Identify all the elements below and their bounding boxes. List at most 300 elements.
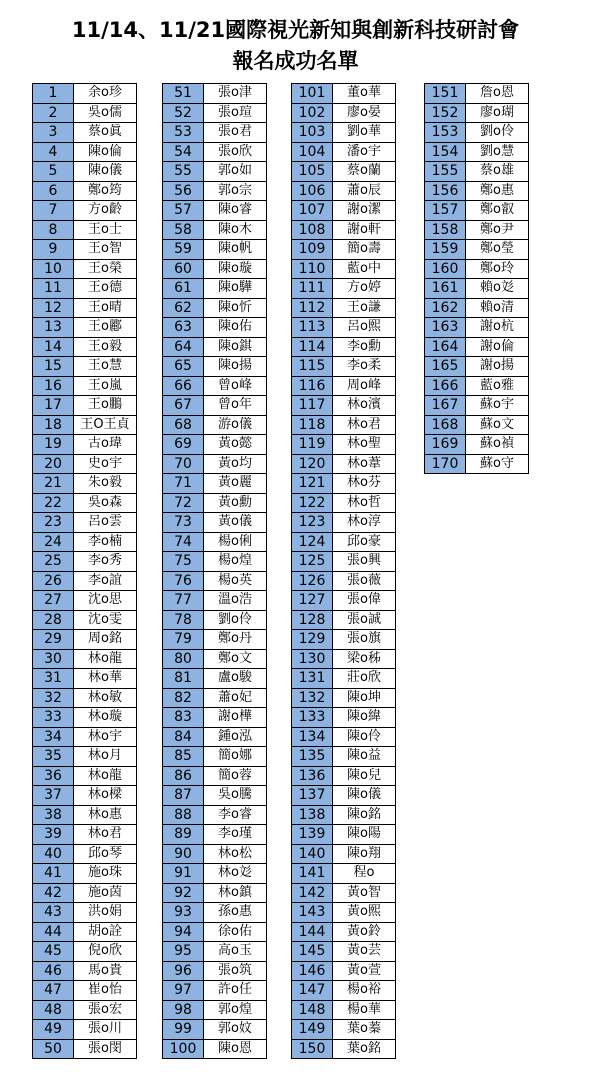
table-row: [33, 318, 137, 338]
table-row: [163, 883, 267, 903]
entry-name: 陳o錤: [204, 337, 267, 357]
table-row: [425, 376, 529, 396]
entry-name: 黃o芸: [333, 942, 396, 962]
entry-name: 倪o欣: [74, 942, 137, 962]
table-row: [163, 454, 267, 474]
entry-name: 林o華: [74, 669, 137, 689]
entry-name: 陳o忻: [204, 298, 267, 318]
table-row: [292, 454, 396, 474]
table-row: [33, 142, 137, 162]
table-row: [33, 571, 137, 591]
entry-number: 86: [163, 766, 204, 786]
table-row: [163, 786, 267, 806]
entry-number: 60: [163, 259, 204, 279]
table-row: [163, 201, 267, 221]
table-row: [163, 279, 267, 299]
entry-name: 簡o蓉: [204, 766, 267, 786]
table-row: [33, 981, 137, 1001]
table-row: [163, 84, 267, 104]
entry-number: 39: [33, 825, 74, 845]
entry-name: 施o茵: [74, 883, 137, 903]
entry-name: 黃o勳: [204, 493, 267, 513]
table-row: [33, 610, 137, 630]
entry-number: 57: [163, 201, 204, 221]
entry-number: 159: [425, 240, 466, 260]
entry-name: 李o勳: [333, 337, 396, 357]
roster-table-3: [291, 83, 396, 1059]
table-row: [163, 552, 267, 572]
entry-number: 144: [292, 922, 333, 942]
entry-number: 109: [292, 240, 333, 260]
table-row: [33, 708, 137, 728]
table-row: [33, 103, 137, 123]
table-row: [292, 727, 396, 747]
table-row: [292, 981, 396, 1001]
entry-name: 廖o瑚: [466, 103, 529, 123]
entry-number: 67: [163, 396, 204, 416]
entry-number: 6: [33, 181, 74, 201]
entry-name: 王O王貞: [74, 415, 137, 435]
entry-name: 許o任: [204, 981, 267, 1001]
table-row: [163, 1020, 267, 1040]
entry-name: 鄭o丹: [204, 630, 267, 650]
document-subtitle: 報名成功名單: [232, 49, 359, 73]
table-row: [425, 396, 529, 416]
entry-name: 簡o壽: [333, 240, 396, 260]
table-row: [163, 240, 267, 260]
table-row: [292, 630, 396, 650]
entry-number: 143: [292, 903, 333, 923]
entry-name: 蘇o禎: [466, 435, 529, 455]
roster-body: [425, 84, 529, 474]
entry-name: 陳o翔: [333, 844, 396, 864]
entry-number: 131: [292, 669, 333, 689]
roster-body: [163, 84, 267, 1059]
table-row: [163, 825, 267, 845]
entry-number: 110: [292, 259, 333, 279]
entry-number: 152: [425, 103, 466, 123]
entry-number: 170: [425, 454, 466, 474]
entry-number: 105: [292, 162, 333, 182]
entry-name: 林o樑: [74, 786, 137, 806]
entry-name: 楊o裕: [333, 981, 396, 1001]
entry-name: 鄭o文: [204, 649, 267, 669]
entry-name: 楊o俐: [204, 532, 267, 552]
table-row: [292, 1020, 396, 1040]
entry-name: 陳o緯: [333, 708, 396, 728]
table-row: [425, 259, 529, 279]
entry-name: 王o嵐: [74, 376, 137, 396]
entry-number: 148: [292, 1000, 333, 1020]
entry-number: 48: [33, 1000, 74, 1020]
table-row: [163, 610, 267, 630]
entry-number: 59: [163, 240, 204, 260]
table-row: [292, 688, 396, 708]
entry-name: 楊o煌: [204, 552, 267, 572]
table-row: [425, 103, 529, 123]
entry-name: 溫o浩: [204, 591, 267, 611]
entry-number: 9: [33, 240, 74, 260]
table-row: [33, 396, 137, 416]
entry-number: 102: [292, 103, 333, 123]
entry-name: 吳o騰: [204, 786, 267, 806]
entry-number: 115: [292, 357, 333, 377]
entry-number: 156: [425, 181, 466, 201]
entry-number: 93: [163, 903, 204, 923]
entry-number: 164: [425, 337, 466, 357]
entry-name: 林o松: [204, 844, 267, 864]
table-row: [163, 591, 267, 611]
table-row: [33, 435, 137, 455]
table-row: [33, 669, 137, 689]
entry-name: 洪o娟: [74, 903, 137, 923]
entry-number: 127: [292, 591, 333, 611]
entry-number: 150: [292, 1039, 333, 1059]
entry-number: 53: [163, 123, 204, 143]
entry-name: 施o珠: [74, 864, 137, 884]
table-row: [33, 552, 137, 572]
entry-name: 吳o森: [74, 493, 137, 513]
table-row: [163, 922, 267, 942]
table-row: [292, 864, 396, 884]
entry-name: 李o楠: [74, 532, 137, 552]
entry-number: 72: [163, 493, 204, 513]
table-row: [425, 357, 529, 377]
table-row: [292, 747, 396, 767]
entry-name: 邱o琴: [74, 844, 137, 864]
entry-number: 26: [33, 571, 74, 591]
entry-number: 134: [292, 727, 333, 747]
table-row: [292, 1039, 396, 1059]
entry-number: 87: [163, 786, 204, 806]
table-row: [425, 123, 529, 143]
entry-number: 157: [425, 201, 466, 221]
entry-name: 張o筑: [204, 961, 267, 981]
table-row: [425, 142, 529, 162]
table-row: [163, 864, 267, 884]
entry-number: 117: [292, 396, 333, 416]
entry-name: 陳o恩: [204, 1039, 267, 1059]
entry-number: 128: [292, 610, 333, 630]
table-row: [163, 337, 267, 357]
entry-number: 2: [33, 103, 74, 123]
entry-name: 王o酈: [74, 318, 137, 338]
entry-number: 101: [292, 84, 333, 104]
entry-number: 22: [33, 493, 74, 513]
table-row: [163, 942, 267, 962]
table-row: [292, 805, 396, 825]
entry-name: 蕭o辰: [333, 181, 396, 201]
table-row: [163, 981, 267, 1001]
entry-number: 17: [33, 396, 74, 416]
roster-table-4: [424, 83, 529, 474]
entry-number: 98: [163, 1000, 204, 1020]
table-row: [425, 279, 529, 299]
entry-name: 邱o豪: [333, 532, 396, 552]
table-row: [163, 688, 267, 708]
entry-number: 107: [292, 201, 333, 221]
table-row: [292, 103, 396, 123]
entry-name: 沈o雯: [74, 610, 137, 630]
entry-number: 154: [425, 142, 466, 162]
entry-number: 130: [292, 649, 333, 669]
table-row: [33, 786, 137, 806]
table-row: [292, 883, 396, 903]
roster-table-1: [32, 83, 137, 1059]
table-row: [292, 357, 396, 377]
entry-number: 79: [163, 630, 204, 650]
table-row: [33, 181, 137, 201]
table-row: [292, 961, 396, 981]
table-row: [292, 708, 396, 728]
table-row: [33, 415, 137, 435]
table-row: [292, 337, 396, 357]
entry-number: 141: [292, 864, 333, 884]
entry-name: 陳o儀: [74, 162, 137, 182]
table-row: [163, 474, 267, 494]
entry-name: 陳o木: [204, 220, 267, 240]
entry-name: 郭o如: [204, 162, 267, 182]
table-row: [292, 220, 396, 240]
entry-name: 王o德: [74, 279, 137, 299]
table-row: [163, 727, 267, 747]
entry-name: 張o閔: [74, 1039, 137, 1059]
entry-number: 126: [292, 571, 333, 591]
table-row: [33, 220, 137, 240]
entry-number: 71: [163, 474, 204, 494]
entry-number: 65: [163, 357, 204, 377]
entry-name: 林o芬: [333, 474, 396, 494]
entry-number: 16: [33, 376, 74, 396]
table-row: [33, 903, 137, 923]
entry-number: 28: [33, 610, 74, 630]
entry-number: 149: [292, 1020, 333, 1040]
entry-number: 63: [163, 318, 204, 338]
table-row: [292, 571, 396, 591]
table-row: [163, 571, 267, 591]
entry-number: 138: [292, 805, 333, 825]
entry-name: 曾o年: [204, 396, 267, 416]
entry-number: 147: [292, 981, 333, 1001]
table-row: [292, 825, 396, 845]
entry-number: 40: [33, 844, 74, 864]
entry-name: 陳o佑: [204, 318, 267, 338]
table-row: [33, 747, 137, 767]
entry-number: 169: [425, 435, 466, 455]
entry-name: 方o婷: [333, 279, 396, 299]
table-row: [292, 376, 396, 396]
entry-number: 123: [292, 513, 333, 533]
entry-number: 111: [292, 279, 333, 299]
entry-name: 鄭o叡: [466, 201, 529, 221]
entry-name: 呂o熙: [333, 318, 396, 338]
table-row: [292, 123, 396, 143]
entry-name: 謝o杭: [466, 318, 529, 338]
entry-number: 73: [163, 513, 204, 533]
entry-number: 70: [163, 454, 204, 474]
entry-number: 160: [425, 259, 466, 279]
entry-number: 153: [425, 123, 466, 143]
entry-number: 52: [163, 103, 204, 123]
table-row: [163, 630, 267, 650]
entry-number: 74: [163, 532, 204, 552]
entry-name: 蔡o蘭: [333, 162, 396, 182]
entry-name: 古o瑋: [74, 435, 137, 455]
entry-number: 99: [163, 1020, 204, 1040]
entry-name: 王o晴: [74, 298, 137, 318]
entry-name: 林o宇: [74, 727, 137, 747]
entry-number: 95: [163, 942, 204, 962]
table-row: [292, 903, 396, 923]
entry-name: 張o旗: [333, 630, 396, 650]
table-row: [33, 240, 137, 260]
entry-number: 116: [292, 376, 333, 396]
entry-number: 112: [292, 298, 333, 318]
entry-name: 陳o坤: [333, 688, 396, 708]
entry-number: 158: [425, 220, 466, 240]
entry-name: 張o瑄: [204, 103, 267, 123]
entry-number: 165: [425, 357, 466, 377]
entry-number: 146: [292, 961, 333, 981]
table-row: [292, 415, 396, 435]
table-row: [163, 903, 267, 923]
table-row: [292, 766, 396, 786]
entry-number: 61: [163, 279, 204, 299]
entry-name: 呂o雲: [74, 513, 137, 533]
entry-name: 張o薇: [333, 571, 396, 591]
entry-number: 129: [292, 630, 333, 650]
entry-name: 賴o清: [466, 298, 529, 318]
entry-number: 114: [292, 337, 333, 357]
entry-name: 黃o麗: [204, 474, 267, 494]
entry-number: 135: [292, 747, 333, 767]
entry-number: 85: [163, 747, 204, 767]
entry-number: 94: [163, 922, 204, 942]
entry-number: 15: [33, 357, 74, 377]
entry-number: 166: [425, 376, 466, 396]
table-row: [425, 318, 529, 338]
entry-number: 31: [33, 669, 74, 689]
entry-number: 120: [292, 454, 333, 474]
entry-name: 藍o中: [333, 259, 396, 279]
entry-number: 66: [163, 376, 204, 396]
entry-number: 42: [33, 883, 74, 903]
entry-name: 賴o彣: [466, 279, 529, 299]
table-row: [33, 961, 137, 981]
table-row: [33, 376, 137, 396]
table-row: [292, 279, 396, 299]
entry-number: 88: [163, 805, 204, 825]
entry-name: 周o銘: [74, 630, 137, 650]
entry-name: 郭o宗: [204, 181, 267, 201]
entry-name: 陳o驊: [204, 279, 267, 299]
entry-name: 鄭o筠: [74, 181, 137, 201]
entry-name: 王o慧: [74, 357, 137, 377]
table-row: [163, 181, 267, 201]
table-row: [292, 493, 396, 513]
entry-name: 陳o伶: [333, 727, 396, 747]
table-row: [33, 942, 137, 962]
table-row: [163, 844, 267, 864]
entry-number: 97: [163, 981, 204, 1001]
entry-number: 11: [33, 279, 74, 299]
entry-number: 27: [33, 591, 74, 611]
table-row: [163, 493, 267, 513]
entry-number: 163: [425, 318, 466, 338]
table-row: [33, 201, 137, 221]
table-row: [425, 337, 529, 357]
entry-name: 吳o儒: [74, 103, 137, 123]
entry-number: 21: [33, 474, 74, 494]
entry-name: 張o君: [204, 123, 267, 143]
entry-name: 黃o懿: [204, 435, 267, 455]
entry-number: 19: [33, 435, 74, 455]
entry-number: 25: [33, 552, 74, 572]
entry-name: 郭o煌: [204, 1000, 267, 1020]
table-row: [33, 1000, 137, 1020]
entry-name: 梁o秭: [333, 649, 396, 669]
entry-name: 高o玉: [204, 942, 267, 962]
entry-name: 曾o峰: [204, 376, 267, 396]
table-row: [425, 240, 529, 260]
table-row: [163, 708, 267, 728]
entry-name: 劉o慧: [466, 142, 529, 162]
table-row: [33, 825, 137, 845]
table-row: [163, 1039, 267, 1059]
entry-name: 張o偉: [333, 591, 396, 611]
entry-name: 葉o銘: [333, 1039, 396, 1059]
entry-name: 張o宏: [74, 1000, 137, 1020]
entry-name: 李o柔: [333, 357, 396, 377]
table-row: [163, 1000, 267, 1020]
table-row: [33, 922, 137, 942]
table-row: [163, 220, 267, 240]
entry-number: 50: [33, 1039, 74, 1059]
table-row: [292, 259, 396, 279]
entry-number: 77: [163, 591, 204, 611]
entry-name: 劉o華: [333, 123, 396, 143]
entry-name: 孫o惠: [204, 903, 267, 923]
entry-name: 陳o睿: [204, 201, 267, 221]
table-row: [163, 747, 267, 767]
table-row: [292, 591, 396, 611]
entry-name: 鄭o玲: [466, 259, 529, 279]
entry-number: 4: [33, 142, 74, 162]
entry-name: 王o智: [74, 240, 137, 260]
table-row: [33, 591, 137, 611]
table-row: [163, 376, 267, 396]
table-row: [163, 669, 267, 689]
entry-name: 張o津: [204, 84, 267, 104]
entry-name: 鍾o泓: [204, 727, 267, 747]
table-row: [163, 805, 267, 825]
table-row: [33, 279, 137, 299]
entry-name: 林o聖: [333, 435, 396, 455]
table-row: [33, 883, 137, 903]
table-row: [33, 1020, 137, 1040]
table-row: [292, 298, 396, 318]
table-row: [292, 142, 396, 162]
entry-number: 45: [33, 942, 74, 962]
entry-number: 75: [163, 552, 204, 572]
table-row: [292, 435, 396, 455]
entry-name: 蔡o雄: [466, 162, 529, 182]
entry-name: 沈o思: [74, 591, 137, 611]
entry-name: 黃o均: [204, 454, 267, 474]
entry-number: 29: [33, 630, 74, 650]
entry-name: 陳o儀: [333, 786, 396, 806]
entry-number: 140: [292, 844, 333, 864]
